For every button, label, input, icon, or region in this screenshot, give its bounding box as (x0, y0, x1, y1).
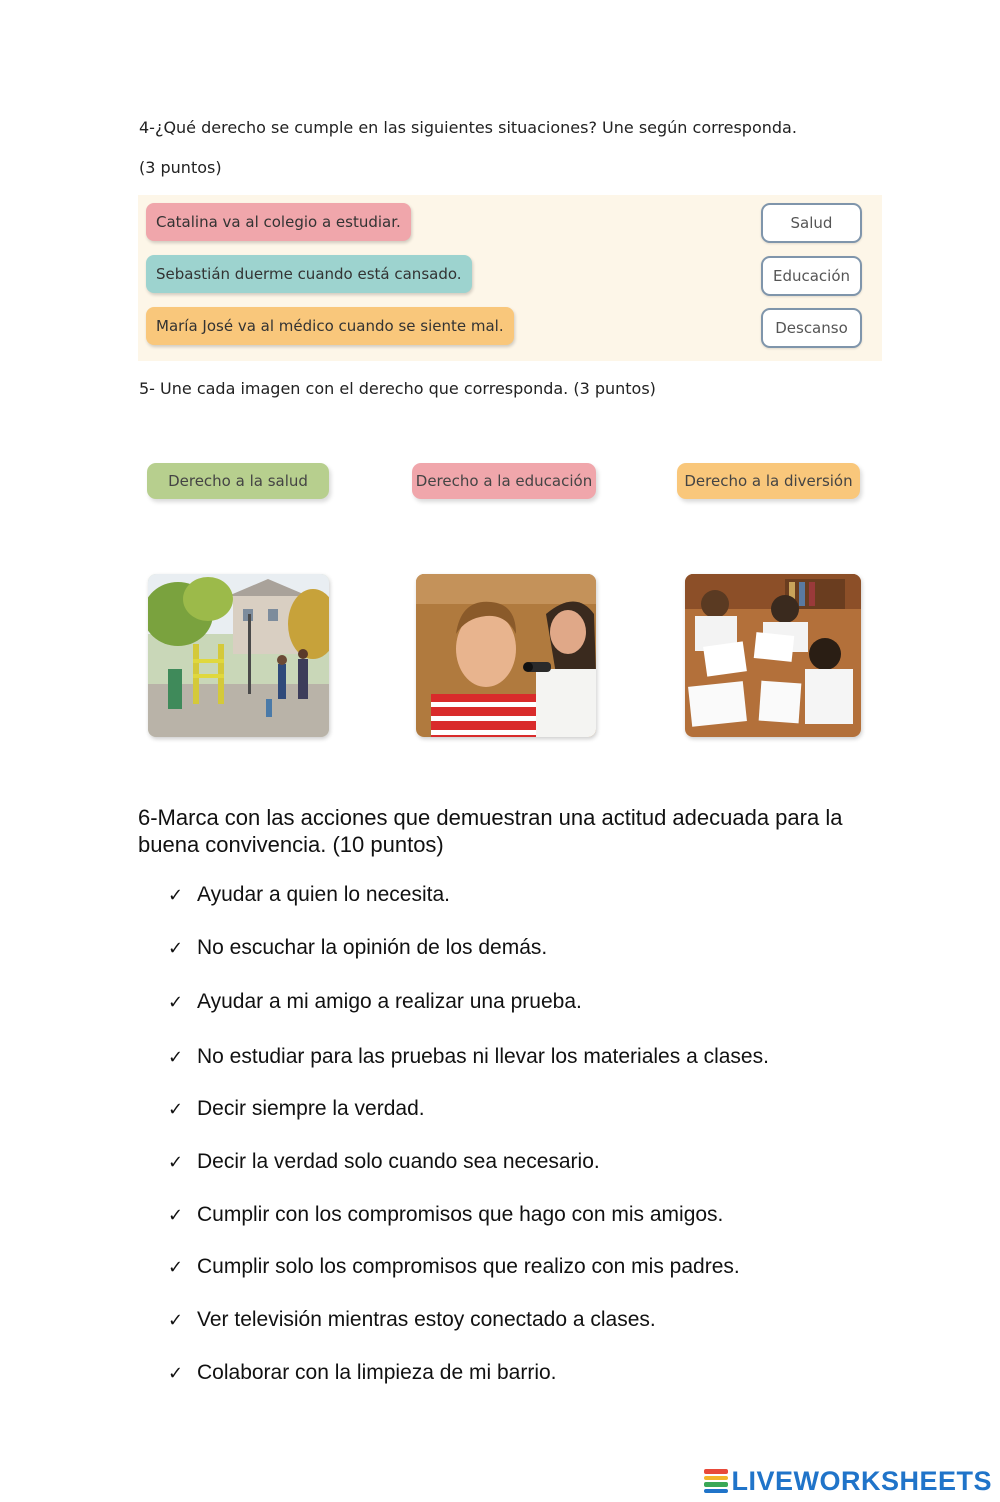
check-icon: ✓ (168, 1099, 184, 1120)
checklist-item[interactable] (168, 1252, 740, 1282)
checklist-item-label: Decir siempre la verdad. (197, 1097, 425, 1120)
check-icon: ✓ (168, 992, 184, 1013)
right-pill-educacion[interactable]: Derecho a la educación (412, 463, 596, 499)
check-icon: ✓ (168, 1363, 184, 1384)
checklist-item[interactable] (168, 1358, 557, 1388)
check-icon: ✓ (168, 1205, 184, 1226)
match-option-salud[interactable]: Salud (761, 203, 862, 243)
checklist-item[interactable] (168, 1042, 769, 1072)
checklist-item[interactable] (168, 1147, 600, 1177)
check-icon: ✓ (168, 938, 184, 959)
checklist-item-label: Colaborar con la limpieza de mi barrio. (197, 1361, 557, 1384)
question-5-title: 5- Une cada imagen con el derecho que corresponda. (3 puntos) (139, 379, 656, 398)
checklist-item-label: Ayudar a quien lo necesita. (197, 883, 450, 906)
question-4-title: 4-¿Qué derecho se cumple en las siguientes situaciones? Une según corresponda. (139, 118, 797, 137)
checklist-item-label: Cumplir solo los compromisos que realizo con mis padres. (197, 1255, 740, 1278)
check-icon: ✓ (168, 1152, 184, 1173)
checklist-item[interactable] (168, 987, 582, 1017)
checklist-item-label: Ver televisión mientras estoy conectado a clases. (197, 1308, 656, 1331)
question-6-title: 6-Marca con las acciones que demuestran una actitud adecuada para la buena convivencia. (10 puntos) (138, 805, 843, 857)
match-option-descanso[interactable]: Descanso (761, 308, 862, 348)
check-icon: ✓ (168, 1257, 184, 1278)
check-icon: ✓ (168, 1047, 184, 1068)
logo-badge-icon (704, 1468, 728, 1494)
checklist-item[interactable] (168, 933, 547, 963)
situation-item[interactable]: Sebastián duerme cuando está cansado. (146, 255, 472, 293)
checklist-item-label: Decir la verdad solo cuando sea necesario. (197, 1150, 600, 1173)
question-4-points: (3 puntos) (139, 158, 222, 177)
matching-panel (138, 195, 882, 361)
situation-item[interactable]: María José va al médico cuando se siente mal. (146, 307, 514, 345)
checklist-item-label: Cumplir con los compromisos que hago con mis amigos. (197, 1203, 724, 1226)
match-option-educacion[interactable]: Educación (761, 256, 862, 296)
checklist-item-label: Ayudar a mi amigo a realizar una prueba. (197, 990, 582, 1013)
checklist-item-label: No estudiar para las pruebas ni llevar los materiales a clases. (197, 1045, 769, 1068)
check-icon: ✓ (168, 885, 184, 906)
playground-photo[interactable] (148, 574, 329, 737)
liveworksheets-logo[interactable] (704, 1465, 992, 1497)
right-pill-salud[interactable]: Derecho a la salud (147, 463, 329, 499)
doctor-photo[interactable] (416, 574, 596, 737)
logo-text: LIVEWORKSHEETS (731, 1465, 992, 1496)
checklist-item[interactable] (168, 1094, 425, 1124)
checklist-item[interactable] (168, 1200, 723, 1230)
classroom-photo[interactable] (685, 574, 861, 737)
checklist-item[interactable] (168, 880, 450, 910)
checklist-item[interactable] (168, 1305, 656, 1335)
situation-item[interactable]: Catalina va al colegio a estudiar. (146, 203, 411, 241)
check-icon: ✓ (168, 1310, 184, 1331)
right-pill-diversion[interactable]: Derecho a la diversión (677, 463, 860, 499)
checklist-item-label: No escuchar la opinión de los demás. (197, 936, 548, 959)
